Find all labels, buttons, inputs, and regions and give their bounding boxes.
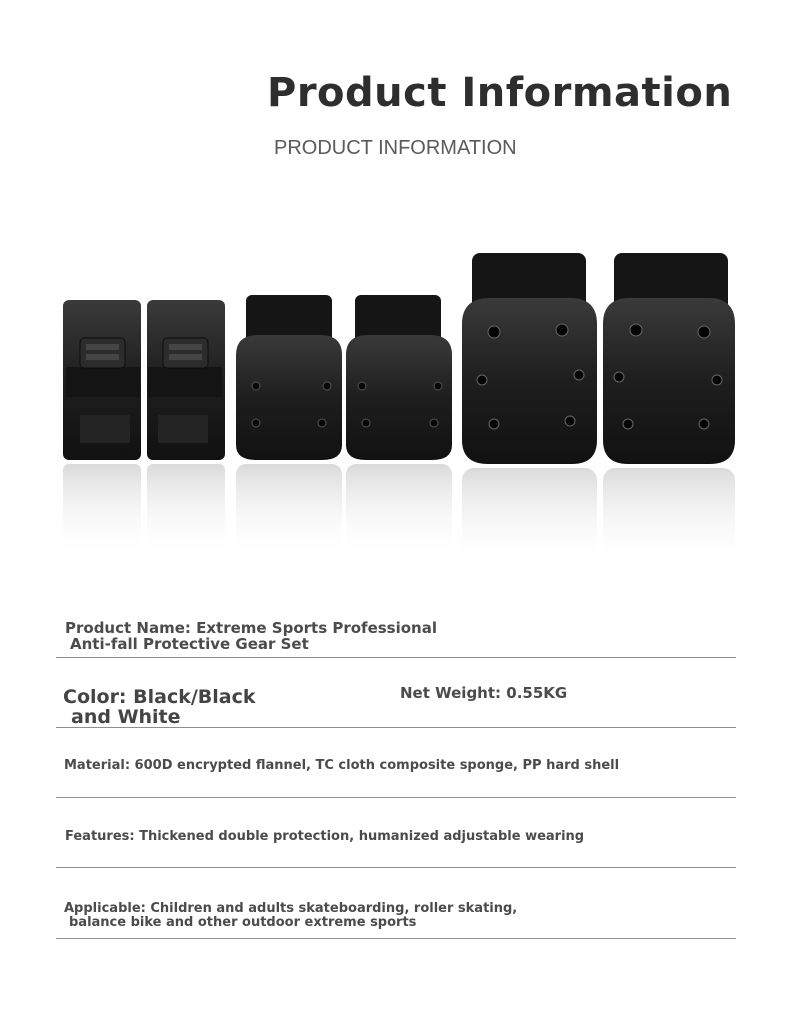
elbow-pad-left-icon	[236, 295, 342, 460]
applicable-line1: Applicable: Children and adults skateboarding, roller skating,	[64, 901, 518, 916]
divider	[56, 727, 736, 728]
features: Features: Thickened double protection, humanized adjustable wearing	[65, 829, 585, 844]
product-name-line2: Anti-fall Protective Gear Set	[70, 635, 309, 653]
net-weight: Net Weight: 0.55KG	[400, 684, 568, 702]
page-subtitle: PRODUCT INFORMATION	[274, 137, 517, 159]
wrist-guard-left-icon	[63, 300, 141, 460]
divider	[56, 867, 736, 868]
color-line1: Color: Black/Black	[63, 686, 256, 708]
divider	[56, 797, 736, 798]
divider	[56, 657, 736, 658]
color-line2: and White	[71, 706, 181, 728]
applicable-line2: balance bike and other outdoor extreme sports	[69, 915, 417, 930]
divider	[56, 938, 736, 939]
wrist-guard-right-icon	[147, 300, 225, 460]
elbow-pad-right-icon	[346, 295, 452, 460]
knee-pad-left-icon	[462, 253, 597, 464]
page-title: Product Information	[267, 70, 733, 116]
material: Material: 600D encrypted flannel, TC cloth composite sponge, PP hard shell	[64, 758, 620, 773]
reflection-icon	[63, 464, 735, 568]
product-image	[0, 220, 790, 580]
product-name-line1: Product Name: Extreme Sports Professional	[65, 619, 437, 637]
knee-pad-right-icon	[603, 253, 735, 464]
